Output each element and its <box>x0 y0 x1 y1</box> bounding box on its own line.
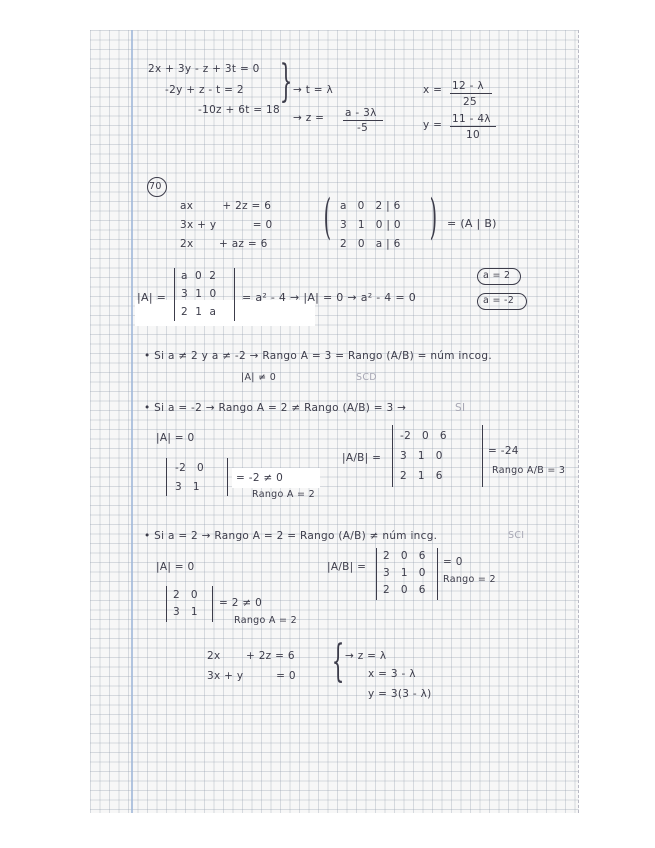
case3-ab-value: = 0 <box>443 556 463 568</box>
case3-rango-a: Rango A = 2 <box>234 615 297 626</box>
final-eq2: 3x + y = 0 <box>207 670 296 682</box>
z-fraction-bar <box>343 120 383 121</box>
case2-rango-ab: Rango A/B = 3 <box>492 465 566 476</box>
case1-tag: SCD <box>356 372 377 383</box>
case3-tag: SCI <box>508 530 525 541</box>
case3-minor-row-2: 3 1 <box>173 606 198 618</box>
det-row-2: 3 1 0 <box>181 288 217 300</box>
case3-ab-row-1: 2 0 6 <box>383 550 426 562</box>
root2: a = -2 <box>483 295 515 306</box>
case2-ab-row-2: 3 1 0 <box>400 450 443 462</box>
system-row-2: 3x + y = 0 <box>180 219 273 231</box>
case2-ab-lhs: |A/B| = <box>342 452 382 464</box>
case2-minor-row-2: 3 1 <box>175 481 200 493</box>
case2-ab-bar-left <box>392 425 393 487</box>
det-bar-left <box>174 268 175 321</box>
case3-ab-bar-right <box>437 548 438 600</box>
case2-ab-value: = -24 <box>488 445 519 457</box>
augmented-label: = (A | B) <box>447 217 497 230</box>
case2-ab-row-1: -2 0 6 <box>400 430 447 442</box>
x-denominator: 25 <box>463 96 477 108</box>
case2-minor-value: = -2 ≠ 0 <box>236 472 284 484</box>
z-lhs: → z = <box>293 112 325 124</box>
det-bar-right <box>234 268 235 321</box>
block1-eq2: -2y + z - t = 2 <box>165 84 244 96</box>
case3-minor-bar-left <box>166 586 167 622</box>
case3-det-a: |A| = 0 <box>156 561 195 573</box>
y-fraction-bar <box>450 126 496 127</box>
block1-eq1: 2x + 3y - z + 3t = 0 <box>148 63 260 75</box>
case1-line: • Si a ≠ 2 y a ≠ -2 → Rango A = 3 = Rango (A/B) = núm incog. <box>144 350 492 362</box>
graph-paper <box>90 30 579 813</box>
y-lhs: y = <box>423 119 443 131</box>
system-row-1: ax + 2z = 6 <box>180 200 272 212</box>
case3-ab-lhs: |A/B| = <box>327 561 367 573</box>
exercise-number: 70 <box>149 181 162 192</box>
case2-ab-row-3: 2 1 6 <box>400 470 443 482</box>
y-numerator: 11 - 4λ <box>452 113 491 125</box>
case3-ab-row-3: 2 0 6 <box>383 584 426 596</box>
case3-rango-ab: Rango = 2 <box>443 574 496 585</box>
case3-ab-bar-left <box>376 548 377 600</box>
matrix-left-paren: ( <box>323 189 332 245</box>
final-eq1: 2x + 2z = 6 <box>207 650 295 662</box>
case2-minor-bar-left <box>166 458 167 496</box>
det-row-1: a 0 2 <box>181 270 217 282</box>
z-numerator: a - 3λ <box>345 107 377 119</box>
block1-eq3: -10z + 6t = 18 <box>198 104 280 116</box>
matrix-right-paren: ) <box>429 189 438 245</box>
x-lhs: x = <box>423 84 443 96</box>
case2-rango-a: Rango A = 2 <box>252 489 315 500</box>
system-brace: } <box>279 56 293 107</box>
case3-ab-row-2: 3 1 0 <box>383 567 426 579</box>
margin-line <box>131 30 133 813</box>
case2-minor-row-1: -2 0 <box>175 462 204 474</box>
final-brace: { <box>331 636 345 687</box>
det-row-3: 2 1 a <box>181 306 217 318</box>
t-equals-lambda: → t = λ <box>293 84 334 96</box>
y-denominator: 10 <box>466 129 480 141</box>
x-fraction-bar <box>450 93 492 94</box>
matrix-row-3: 2 0 a | 6 <box>340 238 401 250</box>
case3-minor-row-1: 2 0 <box>173 589 198 601</box>
det-lhs: |A| = <box>137 291 167 304</box>
case2-line: • Si a = -2 → Rango A = 2 ≠ Rango (A/B) = 3 → <box>144 402 407 414</box>
case1-note: |A| ≠ 0 <box>241 372 277 383</box>
final-solution-x: x = 3 - λ <box>368 668 416 680</box>
matrix-row-1: a 0 2 | 6 <box>340 200 401 212</box>
case3-line: • Si a = 2 → Rango A = 2 = Rango (A/B) ≠ núm incg. <box>144 530 438 542</box>
final-solution-y: y = 3(3 - λ) <box>368 688 432 700</box>
system-row-3: 2x + az = 6 <box>180 238 268 250</box>
matrix-row-2: 3 1 0 | 0 <box>340 219 401 231</box>
case2-minor-bar-right <box>227 458 228 496</box>
case2-ab-bar-right <box>482 425 483 487</box>
root1: a = 2 <box>483 270 511 281</box>
z-denominator: -5 <box>357 122 369 134</box>
case2-det-a: |A| = 0 <box>156 432 195 444</box>
case2-tag: SI <box>455 402 466 414</box>
case3-minor-value: = 2 ≠ 0 <box>219 597 263 609</box>
x-numerator: 12 - λ <box>452 80 484 92</box>
final-solution-z: → z = λ <box>345 650 387 662</box>
case3-minor-bar-right <box>212 586 213 622</box>
det-result: = a² - 4 → |A| = 0 → a² - 4 = 0 <box>242 291 417 304</box>
